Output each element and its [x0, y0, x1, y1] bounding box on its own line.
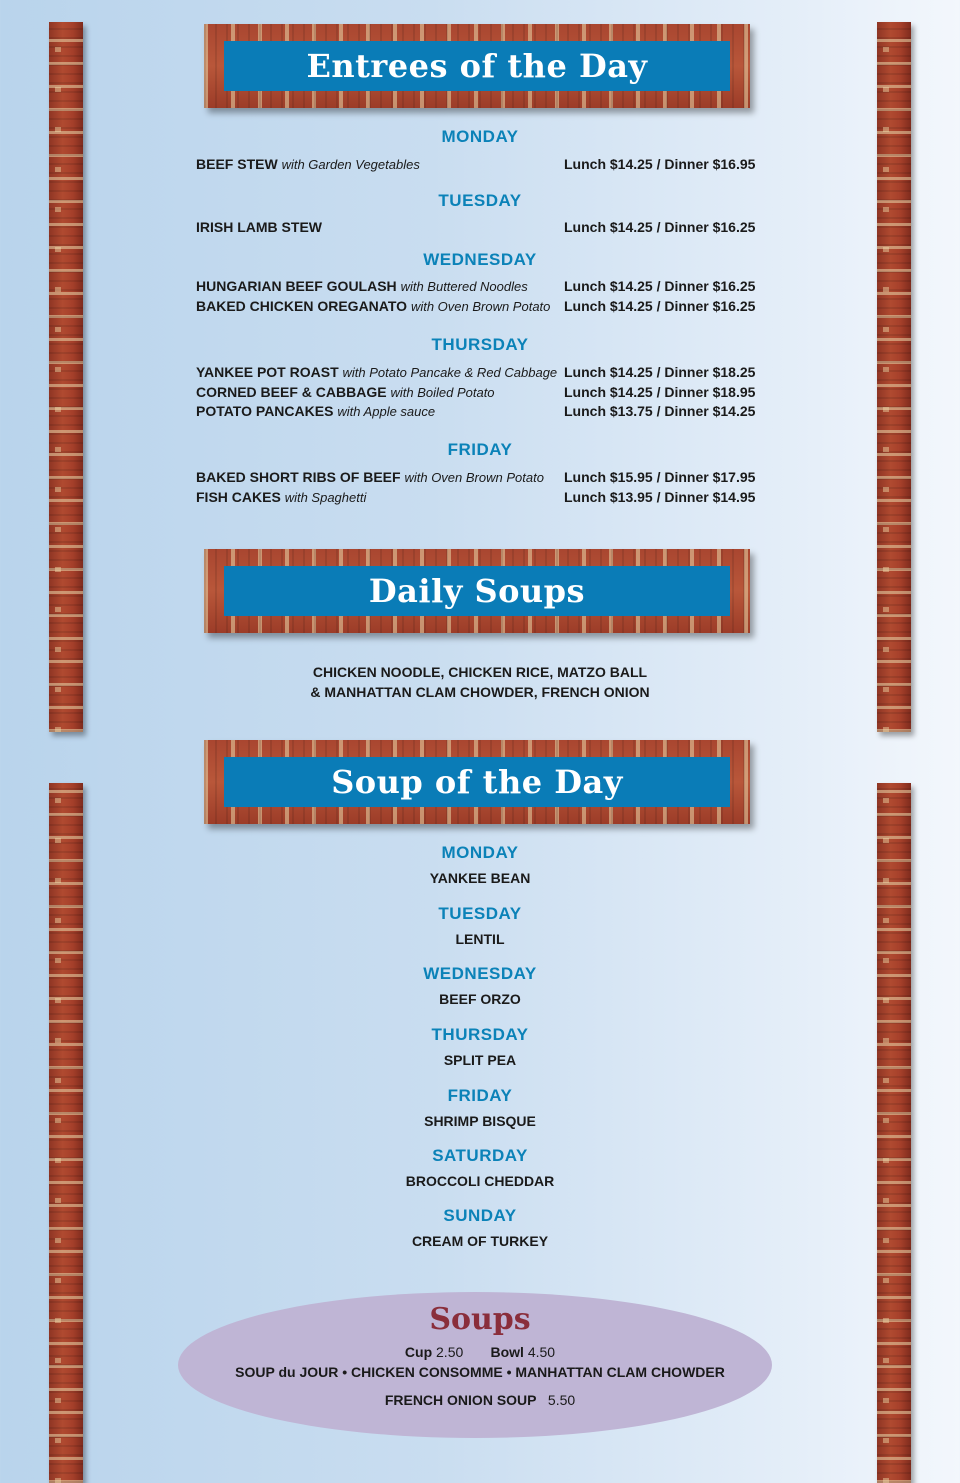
french-onion-price: 5.50	[547, 1392, 576, 1408]
entree-desc: with Garden Vegetables	[281, 157, 420, 172]
entree-item	[196, 403, 761, 421]
entree-price: Lunch $14.25 / Dinner $16.95	[564, 156, 756, 172]
soup-name: SHRIMP BISQUE	[424, 1113, 536, 1129]
entrees-day-thursday: THURSDAY	[431, 335, 529, 354]
entrees-day-monday: MONDAY	[441, 127, 519, 146]
entree-price: Lunch $14.25 / Dinner $18.95	[564, 384, 756, 400]
entree-desc: with Buttered Noodles	[400, 279, 528, 294]
entree-name: FISH CAKES	[196, 489, 281, 505]
entree-item	[196, 278, 761, 296]
soup-name: BROCCOLI CHEDDAR	[405, 1173, 555, 1189]
entree-desc: with Spaghetti	[284, 490, 367, 505]
entree-price: Lunch $15.95 / Dinner $17.95	[564, 469, 756, 485]
cup-price: 2.50	[436, 1344, 464, 1360]
entree-item	[196, 384, 761, 402]
entree-item	[196, 156, 761, 174]
entree-name: HUNGARIAN BEEF GOULASH	[196, 278, 397, 294]
entree-desc: with Oven Brown Potato	[410, 299, 551, 314]
entree-price: Lunch $14.25 / Dinner $16.25	[564, 278, 756, 294]
soup-name: LENTIL	[455, 931, 505, 947]
entree-price: Lunch $13.75 / Dinner $14.25	[564, 403, 756, 419]
soup-day-saturday: SATURDAY	[432, 1146, 528, 1165]
soup-day-tuesday: TUESDAY	[438, 904, 522, 923]
entree-item	[196, 364, 761, 382]
entree-name: IRISH LAMB STEW	[196, 219, 322, 235]
daily-soups-line-2: & MANHATTAN CLAM CHOWDER, FRENCH ONION	[310, 684, 650, 700]
entree-name: POTATO PANCAKES	[196, 403, 334, 419]
entree-desc: with Oven Brown Potato	[404, 470, 544, 485]
soup-day-monday: MONDAY	[441, 843, 519, 862]
soup-day-sunday: SUNDAY	[443, 1206, 517, 1225]
entrees-title: Entrees of the Day	[224, 41, 730, 91]
soups-cup-bowl-prices	[0, 1344, 960, 1360]
entree-name: CORNED BEEF & CABBAGE	[196, 384, 387, 400]
bowl-label: Bowl	[490, 1344, 524, 1360]
entree-name: YANKEE POT ROAST	[196, 364, 339, 380]
daily-soups-title: Daily Soups	[224, 566, 730, 616]
soups-title: Soups	[429, 1302, 531, 1337]
soup-name: CREAM OF TURKEY	[411, 1233, 549, 1249]
soup-name: SPLIT PEA	[443, 1052, 517, 1068]
entrees-plank	[204, 24, 750, 108]
soup-day-wednesday: WEDNESDAY	[423, 964, 537, 983]
daily-soups-line-1: CHICKEN NOODLE, CHICKEN RICE, MATZO BALL	[312, 664, 648, 680]
entree-item	[196, 298, 761, 316]
entree-name: BEEF STEW	[196, 156, 278, 172]
soup-of-day-plank	[204, 740, 750, 824]
soups-list: SOUP du JOUR • CHICKEN CONSOMME • MANHATTAN CLAM CHOWDER	[235, 1364, 725, 1380]
entrees-day-friday: FRIDAY	[447, 440, 513, 459]
soup-of-day-title: Soup of the Day	[224, 757, 730, 807]
entree-desc: with Boiled Potato	[390, 385, 495, 400]
entree-price: Lunch $14.25 / Dinner $16.25	[564, 298, 756, 314]
soup-name: BEEF ORZO	[439, 991, 521, 1007]
entree-item	[196, 219, 761, 237]
entree-name: BAKED SHORT RIBS OF BEEF	[196, 469, 401, 485]
entree-item	[196, 469, 761, 487]
entree-desc: with Potato Pancake & Red Cabbage	[342, 365, 558, 380]
entree-price: Lunch $14.25 / Dinner $18.25	[564, 364, 756, 380]
soup-day-friday: FRIDAY	[447, 1086, 513, 1105]
entree-name: BAKED CHICKEN OREGANATO	[196, 298, 408, 314]
daily-soups-plank	[204, 549, 750, 633]
bowl-price: 4.50	[527, 1344, 556, 1360]
entree-price: Lunch $14.25 / Dinner $16.25	[564, 219, 756, 235]
soup-name: YANKEE BEAN	[429, 870, 531, 886]
french-onion-line	[0, 1392, 960, 1408]
entree-price: Lunch $13.95 / Dinner $14.95	[564, 489, 756, 505]
entree-desc: with Apple sauce	[337, 404, 436, 419]
cup-label: Cup	[404, 1344, 433, 1360]
french-onion-name: FRENCH ONION SOUP	[384, 1392, 537, 1408]
entree-item	[196, 489, 761, 507]
entrees-day-tuesday: TUESDAY	[438, 191, 522, 210]
soup-day-thursday: THURSDAY	[431, 1025, 529, 1044]
entrees-day-wednesday: WEDNESDAY	[423, 250, 537, 269]
